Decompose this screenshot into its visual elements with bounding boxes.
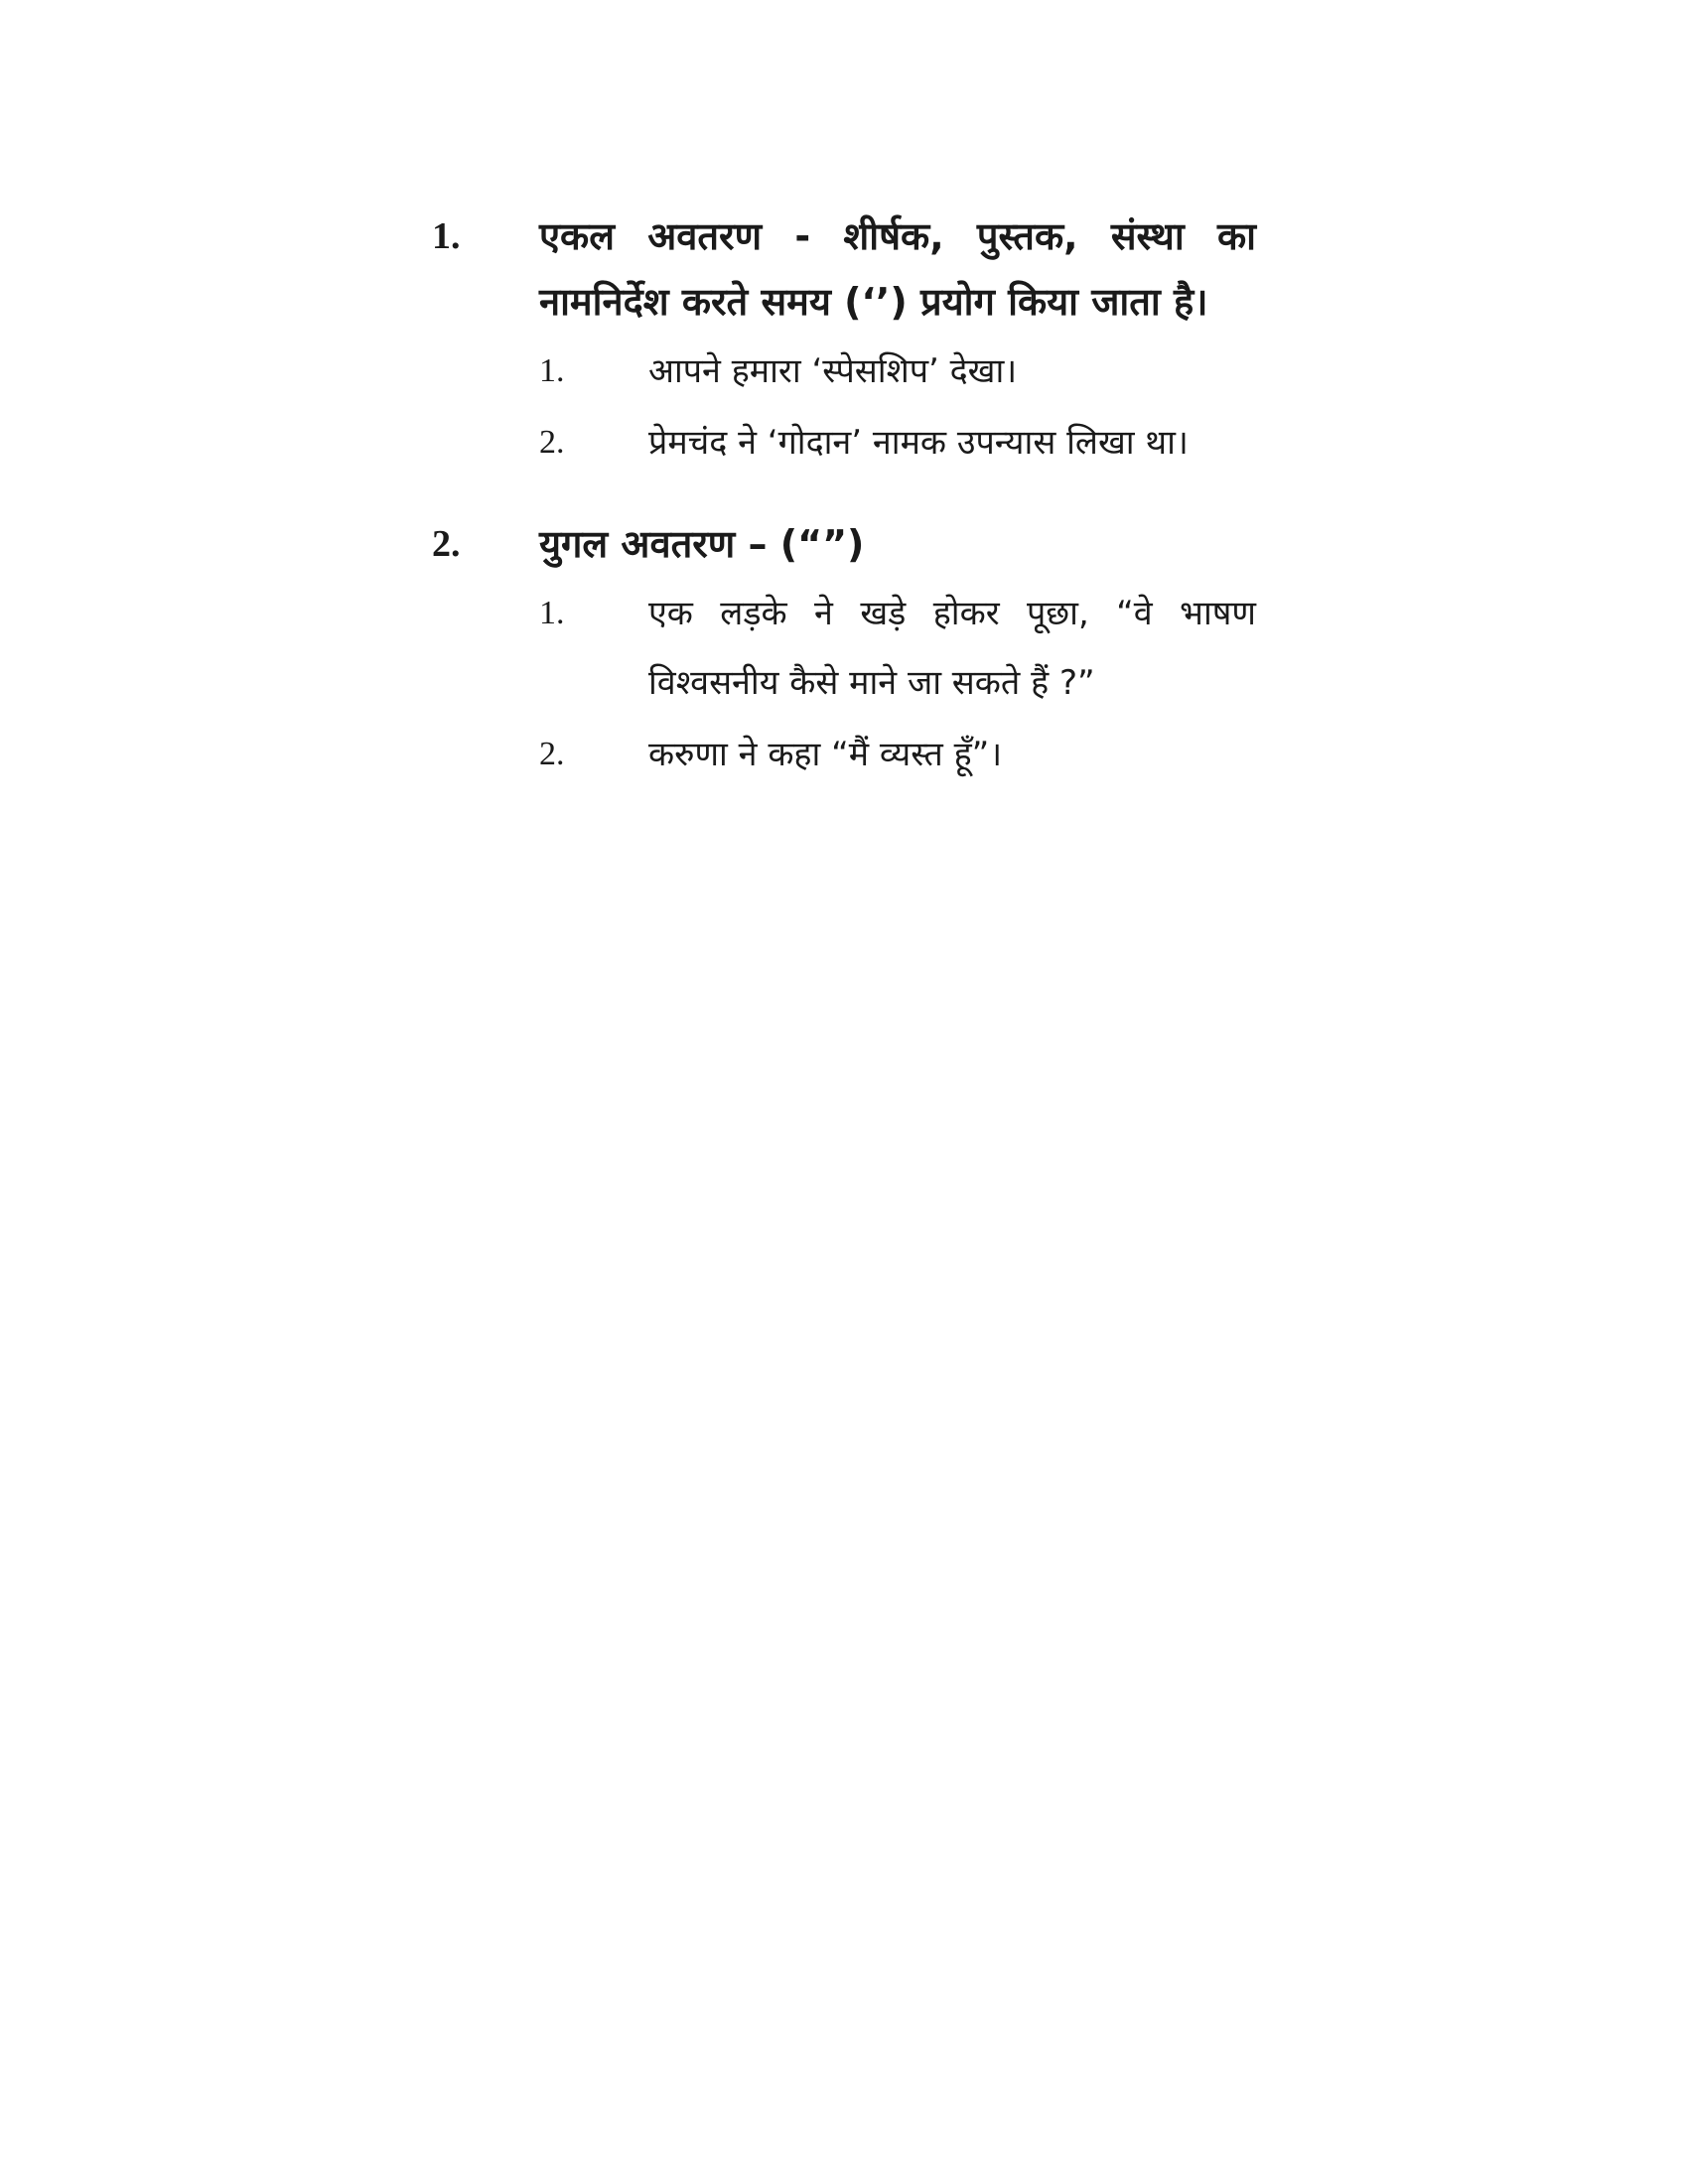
list-item-text: प्रेमचंद ने ‘गोदान’ नामक उपन्यास लिखा था। <box>648 423 1189 463</box>
list-item <box>539 720 1256 789</box>
list-item-text: एक लड़के ने खड़े होकर पूछा, “वे भाषण विश्वसनीय कैसे माने जा सकते हैं ?” <box>648 594 1256 703</box>
section-heading: एकल अवतरण - शीर्षक, पुस्तक, संस्था का नामनिर्देश करते समय (‘’) प्रयोग किया जाता है। <box>539 214 1256 324</box>
section-body <box>539 511 1256 789</box>
list-item-text: करुणा ने कहा “मैं व्यस्त हूँ”। <box>648 735 1003 774</box>
list-item-number: 2. <box>539 424 565 461</box>
section-double-quotation <box>432 511 1256 789</box>
document-content <box>432 204 1256 789</box>
list-item <box>539 337 1256 406</box>
section-body <box>539 204 1256 478</box>
section-number: 2. <box>432 523 461 565</box>
list-item <box>539 408 1256 478</box>
section-single-quotation <box>432 204 1256 478</box>
list-item <box>539 579 1256 718</box>
list-item-number: 2. <box>539 736 565 772</box>
list-item-number: 1. <box>539 595 565 631</box>
section-number: 1. <box>432 215 461 257</box>
list-item-text: आपने हमारा ‘स्पेसशिप’ देखा। <box>648 351 1018 391</box>
list-item-number: 1. <box>539 352 565 389</box>
example-list <box>539 579 1256 789</box>
section-heading: युगल अवतरण – (“”) <box>539 522 865 566</box>
example-list <box>539 337 1256 478</box>
